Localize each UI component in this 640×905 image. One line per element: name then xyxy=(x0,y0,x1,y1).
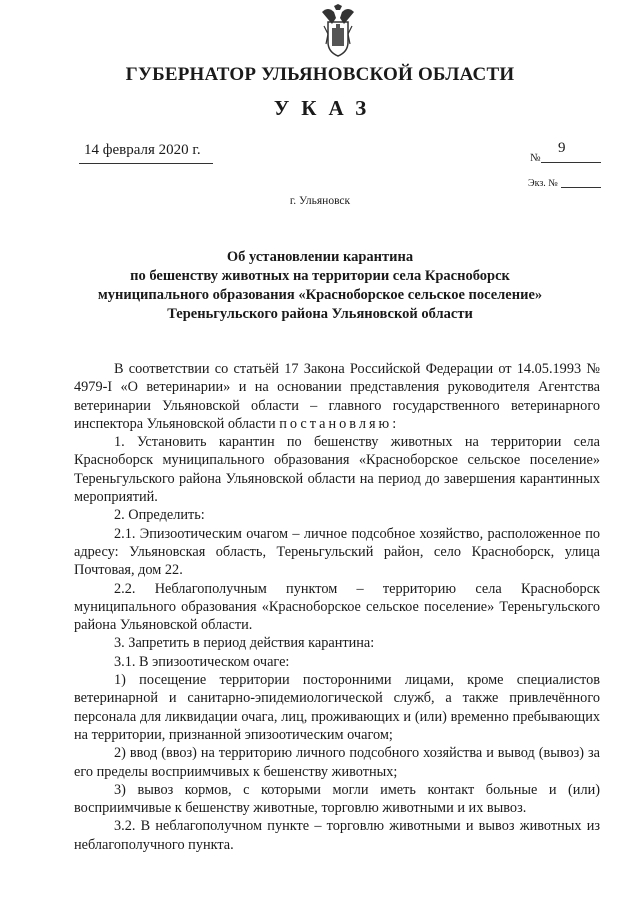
governor-title: ГУБЕРНАТОР УЛЬЯНОВСКОЙ ОБЛАСТИ xyxy=(125,64,515,85)
heading-line: Об установлении карантина xyxy=(226,249,414,265)
document-heading xyxy=(60,248,580,324)
date-underline xyxy=(79,163,213,164)
paragraph: 1. Установить карантин по бешенству животных на территории села Красноборск муниципального образования «Красноборское сельское поселение» Тереньгульского района Ульяновской области на период до завершения карантинных мероприятий. xyxy=(74,434,600,506)
document-date: 14 февраля 2020 г. xyxy=(84,142,201,158)
number-underline xyxy=(541,162,601,163)
paragraph: 3. Запретить в период действия карантина: xyxy=(114,635,375,652)
heading-line: муниципального образования «Красноборское сельское поселение» xyxy=(97,287,543,303)
document-number: 9 xyxy=(558,140,566,156)
paragraph: 2) ввод (ввоз) на территорию личного подсобного хозяйства и вывод (вывоз) за его пределы восприимчивых к бешенству животных; xyxy=(74,745,600,780)
paragraph-text: В соответствии со статьёй 17 Закона Российской Федерации от 14.05.1993 № 4979-I «О ветеринарии» и на основании представления руководителя Агентства ветеринарии Ульяновской области – главного государственного ветеринарного инспектора Ульяновской области xyxy=(74,361,600,432)
copy-number-underline xyxy=(561,187,601,188)
paragraph: 3.2. В неблагополучном пункте – торговлю животными и вывоз животных из неблагополучного пункта. xyxy=(74,818,600,853)
copy-number-label: Экз. № xyxy=(528,178,558,189)
paragraph: 1) посещение территории посторонними лицами, кроме специалистов ветеринарной и санитарно-эпидемиологической служб, а также привлечённого персонала для ликвидации очага, лиц, проживающих и (или) временно пребывающих на территории, признанной эпизоотическим очагом; xyxy=(74,672,600,743)
city: г. Ульяновск xyxy=(289,195,351,207)
paragraph: 3) вывоз кормов, с которыми могли иметь контакт больные и (или) восприимчивые к бешенству животные, торговлю животными и их вывоз. xyxy=(74,781,600,817)
paragraph: 3.1. В эпизоотическом очаге: xyxy=(114,653,290,670)
spaced-keyword: постановляю: xyxy=(279,415,400,432)
number-label: № xyxy=(530,152,541,164)
heading-line: по бешенству животных на территории села Красноборск xyxy=(130,268,510,284)
heading-line: Тереньгульского района Ульяновской области xyxy=(167,306,473,322)
document-type: УКАЗ xyxy=(273,96,379,120)
paragraph: 2. Определить: xyxy=(114,507,205,524)
coat-of-arms-icon xyxy=(318,4,358,58)
paragraph xyxy=(74,360,600,433)
document-body xyxy=(74,360,600,854)
paragraph: 2.1. Эпизоотическим очагом – личное подсобное хозяйство, расположенное по адресу: Ульяновская область, Тереньгульский район, село Красноборск, улица Почтовая, дом 22. xyxy=(74,525,600,579)
paragraph: 2.2. Неблагополучным пунктом – территорию села Красноборск муниципального образования «Красноборское сельское поселение» Тереньгульского района Ульяновской области. xyxy=(74,580,600,634)
